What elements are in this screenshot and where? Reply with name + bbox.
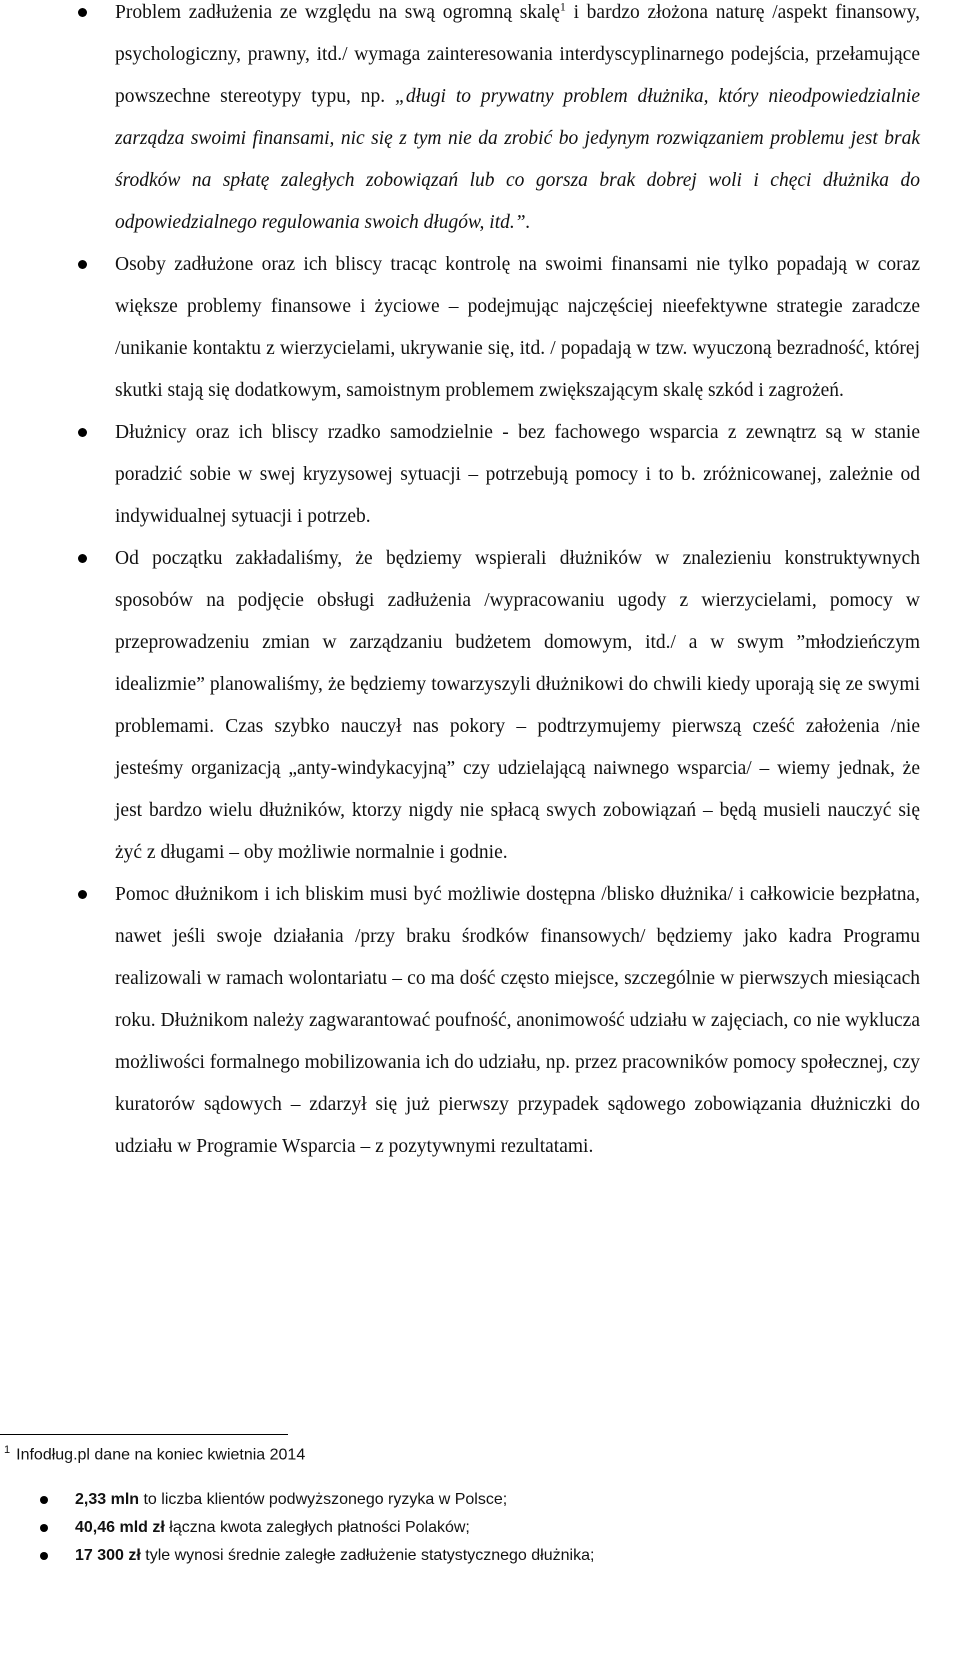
stat-description: tyle wynosi średnie zaległe zadłużenie statystycznego dłużnika;	[140, 1547, 595, 1564]
paragraph-text: i bardzo złożona naturę /aspekt finansowy, psychologiczny, prawny, itd./ wymaga zainteresowania interdyscyplinarnego podejścia, przełamujące powszechne stereotypy typu, np.	[115, 2, 920, 107]
paragraph-text: Osoby zadłużone oraz ich bliscy tracąc kontrolę na swoimi finansami nie tylko popadają w coraz większe problemy finansowe i życiowe – podejmując najczęściej nieefektywne strategie zaradcze /unikanie kontaktu z wierzycielami, ukrywanie się, itd. / popadają w tzw. wyuczoną bezradność, której skutki stają się dodatkowym, samoistnym problemem zwiększającym skalę szkód i zagrożeń.	[115, 254, 920, 401]
list-item	[0, 412, 960, 538]
list-item	[0, 1542, 960, 1570]
bullet-icon	[40, 1552, 48, 1560]
paragraph-text: Problem zadłużenia ze względu na swą ogromną skalę	[115, 2, 560, 23]
stat-description: łączna kwota zaległych płatności Polaków;	[164, 1519, 470, 1536]
stat-value: 2,33 mln	[75, 1491, 140, 1508]
statistics-list	[0, 1486, 960, 1570]
list-item	[0, 538, 960, 874]
bullet-icon	[78, 554, 87, 563]
footnote-number: 1	[4, 1444, 11, 1456]
list-item	[0, 1514, 960, 1542]
list-item	[0, 244, 960, 412]
footnote-reference[interactable]: 1	[559, 0, 566, 14]
bullet-icon	[78, 428, 87, 437]
paragraph-text: Od początku zakładaliśmy, że będziemy wspierali dłużników w znalezieniu konstruktywnych sposobów na podjęcie obsługi zadłużenia /wypracowaniu ugody z wierzycielami, pomocy w przeprowadzeniu zmian w zarządzaniu budżetem domowym, itd./ a w swym ”młodzieńczym idealizmie” planowaliśmy, że będziemy towarzyszyli dłużnikowi do chwili kiedy uporają się ze swymi problemami. Czas szybko nauczył nas pokory – podtrzymujemy pierwszą cześć założenia /nie jesteśmy organizacją „anty-windykacyjną” czy udzielającą naiwnego wsparcia/ – wiemy jednak, że jest bardzo wielu dłużników, ktorzy nigdy nie spłacą swych zobowiązań – będą musieli nauczyć się żyć z długami – oby możliwie normalnie i godnie.	[115, 548, 920, 863]
paragraph-text: Dłużnicy oraz ich bliscy rzadko samodzielnie - bez fachowego wsparcia z zewnątrz są w stanie poradzić sobie w swej kryzysowej sytuacji – potrzebują pomocy i to b. zróżnicowanej, zależnie od indywidualnej sytuacji i potrzeb.	[115, 422, 920, 527]
footnote-text: Infodług.pl dane na koniec kwietnia 2014	[16, 1446, 306, 1464]
stat-description: to liczba klientów podwyższonego ryzyka w Polsce;	[139, 1491, 508, 1508]
list-item	[0, 0, 960, 244]
bullet-icon	[78, 890, 87, 899]
footnote-divider	[0, 1434, 288, 1435]
list-item	[0, 874, 960, 1168]
italic-quote: „długi to prywatny problem dłużnika, który nieodpowiedzialnie zarządza swoimi finansami, nic się z tym nie da zrobić bo jedynym rozwiązaniem problemu jest brak środków na spłatę zaległych zobowiązań lub co gorsza brak dobrej woli i chęci dłużnika do odpowiedzialnego regulowania swoich długów, itd.”.	[115, 86, 921, 233]
bullet-icon	[78, 8, 87, 17]
stat-value: 17 300 zł	[75, 1547, 141, 1564]
bullet-icon	[40, 1524, 48, 1532]
paragraph-text: Pomoc dłużnikom i ich bliskim musi być możliwie dostępna /blisko dłużnika/ i całkowicie bezpłatna, nawet jeśli swoje działania /przy braku środków finansowych/ będziemy jako kadra Programu realizowali w ramach wolontariatu – co ma dość często miejsce, szczególnie w pierwszych miesiącach roku. Dłużnikom należy zagwarantować poufność, anonimowość udziału w zajęciach, co nie wyklucza możliwości formalnego mobilizowania ich do udziału, np. przez pracowników pomocy społecznej, czy kuratorów sądowych – zdarzył się już pierwszy przypadek sądowego zobowiązania dłużniczki do udziału w Programie Wsparcia – z pozytywnymi rezultatami.	[115, 884, 920, 1157]
stat-value: 40,46 mld zł	[75, 1519, 165, 1536]
list-item	[0, 1486, 960, 1514]
footnote	[4, 1437, 305, 1468]
bullet-icon	[78, 260, 87, 269]
bullet-icon	[40, 1496, 48, 1504]
